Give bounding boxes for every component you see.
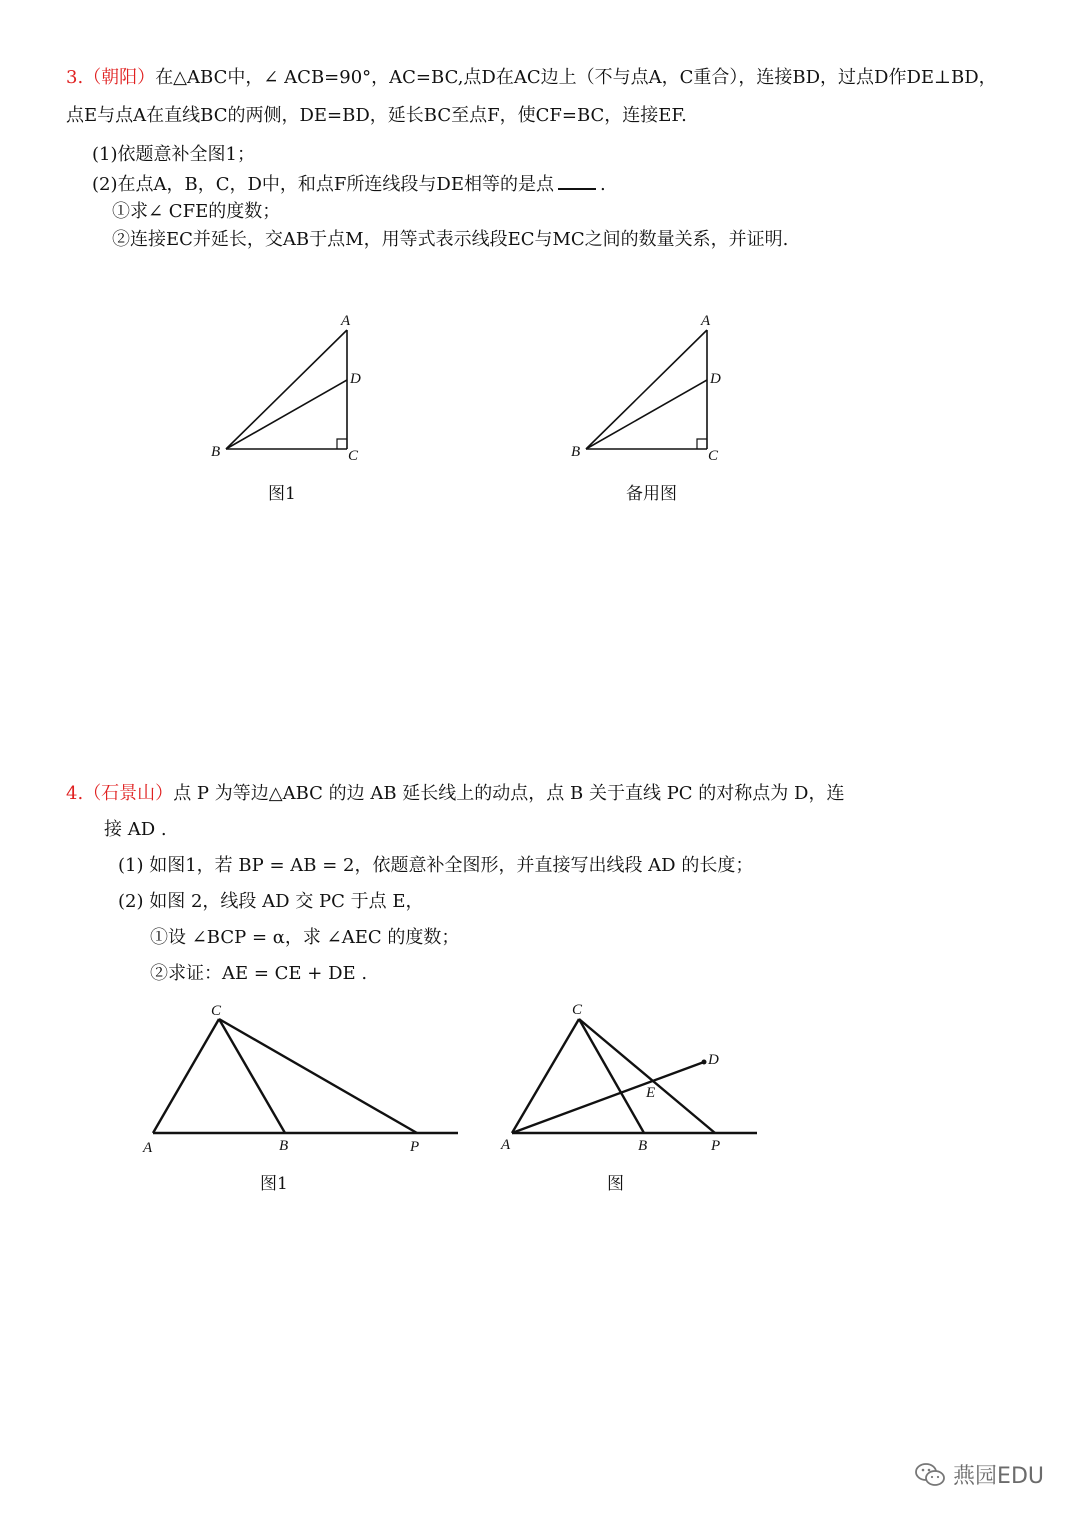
q4-figure2-caption: 图 xyxy=(607,1174,624,1194)
q3-part2-text: (2)在点A，B，C，D中，和点F所连线段与DE相等的是点 xyxy=(92,174,554,195)
segment-CP xyxy=(579,1019,715,1133)
q4f2-label-A: A xyxy=(501,1137,511,1153)
segment-AD xyxy=(512,1062,704,1133)
q3-figure-backup xyxy=(586,330,707,449)
q3f2-label-C: C xyxy=(708,448,719,464)
point-D xyxy=(702,1060,707,1065)
q3f1-label-A: A xyxy=(341,313,351,329)
q4-source: （石景山） xyxy=(83,783,174,804)
right-angle-mark xyxy=(697,439,707,449)
q4f2-label-E: E xyxy=(646,1085,656,1101)
q4-figure-2 xyxy=(512,1019,757,1133)
q4-stem-line1: 点 P 为等边△ABC 的边 AB 延长线上的动点，点 B 关于直线 PC 的对称点为 D，连 xyxy=(173,783,845,804)
q4-figure1-caption: 图1 xyxy=(260,1174,288,1194)
q3f1-label-C: C xyxy=(348,448,359,464)
q4f2-label-B: B xyxy=(638,1138,648,1154)
segment-CB xyxy=(579,1019,644,1133)
q3-backup-figure-caption: 备用图 xyxy=(626,484,677,504)
q3-number: 3. xyxy=(66,67,84,88)
q3f2-label-D: D xyxy=(710,371,721,387)
q3-stem-line1: 在△ABC中，∠ ACB=90°，AC=BC,点D在AC边上（不与点A，C重合），连接BD，过点D作DE⊥BD， xyxy=(155,67,997,88)
q3-figure1-caption: 图1 xyxy=(268,484,296,504)
q3-sub2: ②连接EC并延长，交AB于点M，用等式表示线段EC与MC之间的数量关系，并证明. xyxy=(112,229,789,250)
q3-stem-line2: 点E与点A在直线BC的两侧，DE=BD，延长BC至点F，使CF=BC，连接EF. xyxy=(66,105,687,126)
segment-AC xyxy=(512,1019,579,1133)
q3-part1: (1)依题意补全图1； xyxy=(92,144,255,165)
q4-part1: (1) 如图1，若 BP = AB = 2，依题意补全图形，并直接写出线段 AD 的长度； xyxy=(118,855,754,876)
q4f1-label-P: P xyxy=(410,1139,420,1155)
q3-figure-1 xyxy=(226,330,347,449)
q3-part2-end: . xyxy=(600,174,606,195)
q3-source: （朝阳） xyxy=(83,67,156,88)
q3f1-label-B: B xyxy=(211,444,221,460)
segment-CP xyxy=(219,1019,417,1133)
q3f2-label-B: B xyxy=(571,444,581,460)
q3f2-label-A: A xyxy=(701,313,711,329)
q4f1-label-B: B xyxy=(279,1138,289,1154)
segment-AC xyxy=(153,1019,219,1133)
right-angle-mark xyxy=(337,439,347,449)
q4-figure-1 xyxy=(153,1019,458,1133)
watermark-text: 燕园EDU xyxy=(953,1464,1044,1489)
q4f1-label-C: C xyxy=(211,1003,222,1019)
q4-sub1: ①设 ∠BCP = α，求 ∠AEC 的度数； xyxy=(150,927,460,948)
q4f2-label-C: C xyxy=(572,1002,583,1018)
q4-part2: (2) 如图 2，线段 AD 交 PC 于点 E， xyxy=(118,891,424,912)
q4f1-label-A: A xyxy=(143,1140,153,1156)
watermark xyxy=(915,1459,1044,1490)
q4-stem-line2: 接 AD . xyxy=(104,819,167,840)
q4-sub2: ②求证：AE = CE + DE . xyxy=(150,963,368,984)
segment-CB xyxy=(219,1019,285,1133)
q4f2-label-D: D xyxy=(708,1052,719,1068)
q3f1-label-D: D xyxy=(350,371,361,387)
wechat-icon xyxy=(915,1462,945,1488)
q4f2-label-P: P xyxy=(711,1138,721,1154)
q4-number: 4. xyxy=(66,783,84,804)
q3-sub1: ①求∠ CFE的度数； xyxy=(112,201,281,222)
